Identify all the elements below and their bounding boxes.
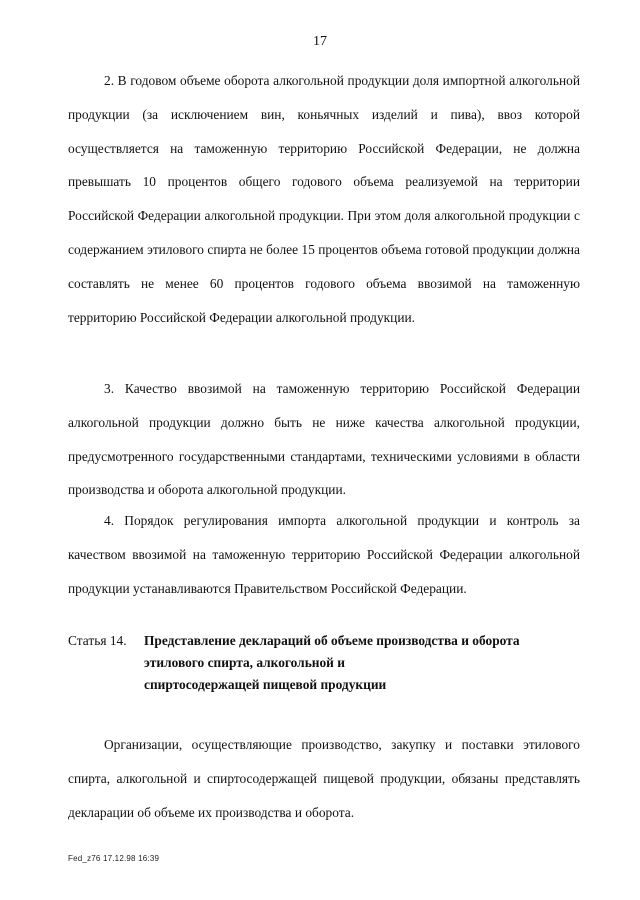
page-number: 17 [313,34,327,49]
footer-file-stamp: Fed_z76 17.12.98 16:39 [68,854,160,863]
paragraph-2: 2. В годовом объеме оборота алкогольной продукции доля импортной алкогольной продукции (за исключением вин, коньячных изделий и пива), ввоз которой осуществляется на таможенную территорию Российской Федерации, не должна превышать 10 процентов общего годового объема реализуемой на территории Российской Федерации алкогольной продукции. При этом доля алкогольной продукции с содержанием этилового спирта не более 15 процентов объема готовой продукции должна составлять не менее 60 процентов годового объема ввозимой на таможенную территорию Российской Федерации алкогольной продукции. [68,73,580,325]
article-title-line-3: спиртосодержащей пищевой продукции [144,677,387,692]
paragraph-3: 3. Качество ввозимой на таможенную территорию Российской Федерации алкогольной продукции должно быть не ниже качества алкогольной продукции, предусмотренного государственными стандартами, техническими условиями в области производства и оборота алкогольной продукции. [68,381,580,498]
article-number: Статья 14. [68,633,127,648]
paragraph-4: 4. Порядок регулирования импорта алкогольной продукции и контроль за качеством ввозимой на таможенную территорию Российской Федерации алкогольной продукции устанавливаются Правительством Российской Федерации. [68,513,580,596]
article-title-line-1: Представление деклараций об объеме производства и оборота [144,633,520,648]
article-title [144,630,574,696]
paragraph-article-14: Организации, осуществляющие производство, закупку и поставки этилового спирта, алкогольной и спиртосодержащей пищевой продукции, обязаны представлять декларации об объеме их производства и оборота. [68,737,580,820]
article-title-line-2: этилового спирта, алкогольной и [144,655,345,670]
